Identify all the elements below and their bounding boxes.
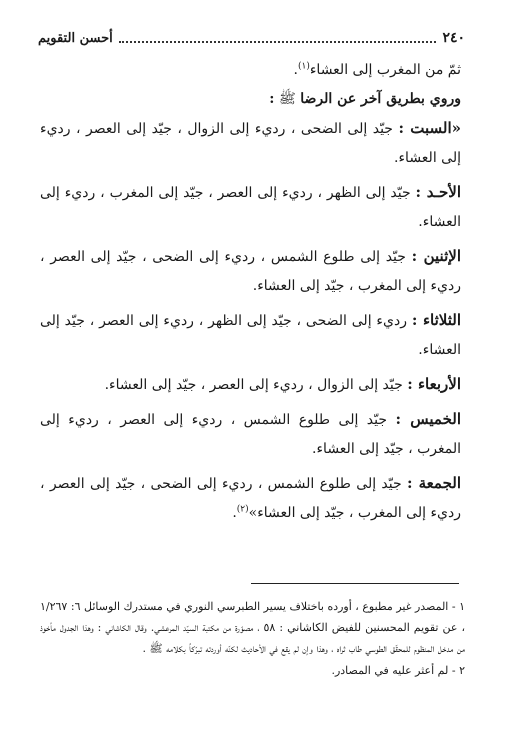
day-label: «السبت : xyxy=(398,119,462,137)
day-label: الخميس : xyxy=(395,410,461,428)
day-entry-saturday xyxy=(40,114,461,173)
day-text: جيّد إلى طلوع الشمس ، رديء إلى العصر ، رديء إلى المغرب ، جيّد إلى العشاء. xyxy=(40,412,461,457)
footnote-ref-1: (١) xyxy=(297,61,310,72)
footnote-ref-2: (٢) xyxy=(236,504,249,515)
day-text: جيّد إلى طلوع الشمس ، رديء إلى الضحى ، جيّد إلى العصر ، رديء إلى المغرب ، جيّد إلى العشاء. xyxy=(40,249,461,294)
day-label: الأربعاء : xyxy=(407,375,461,393)
footnote-2 xyxy=(40,660,465,681)
day-text: رديء إلى الضحى ، جيّد إلى الظهر ، رديء إلى العصر ، جيّد إلى العشاء. xyxy=(40,313,461,358)
header-dot-leader xyxy=(119,33,437,43)
day-label: الأحـد : xyxy=(415,183,461,201)
running-header xyxy=(38,28,465,48)
footnote-1 xyxy=(40,596,465,659)
day-entry-wednesday xyxy=(40,370,461,400)
footnotes xyxy=(40,596,465,682)
day-end: . xyxy=(232,505,237,521)
footnote-number: ١ - xyxy=(451,600,466,613)
page-number: ٢٤٠ xyxy=(442,30,465,46)
intro-line: ثمّ من المغرب إلى العشاء xyxy=(309,62,461,78)
day-entry-sunday xyxy=(40,178,461,237)
main-text xyxy=(40,56,461,533)
day-entry-friday xyxy=(40,469,461,528)
intro-end: . xyxy=(293,62,298,78)
footnote-separator xyxy=(251,583,459,584)
day-entry-thursday xyxy=(40,405,461,464)
intro-paragraph xyxy=(40,56,461,85)
day-label: الإثنين : xyxy=(411,247,461,265)
day-label: الجمعة : xyxy=(406,474,461,492)
footnote-text: لم أعثر عليه في المصادر. xyxy=(331,664,449,677)
footnote-number: ٢ - xyxy=(451,664,465,677)
narration-colon: : xyxy=(269,91,275,107)
day-text: جيّد إلى الضحى ، رديء إلى الزوال ، جيّد إلى العصر ، رديء إلى العشاء. xyxy=(40,121,461,166)
day-text: جيّد إلى طلوع الشمس ، رديء إلى الضحى ، جيّد إلى العصر ، رديء إلى المغرب ، جيّد إلى العشاء» xyxy=(40,476,461,521)
day-entry-tuesday xyxy=(40,306,461,365)
honorific-glyph: ﷺ xyxy=(278,91,296,107)
day-text: جيّد إلى الزوال ، رديء إلى العصر ، جيّد إلى العشاء. xyxy=(104,377,408,393)
footnote-text: المصدر غير مطبوع ، أورده باختلاف يسير الطبرسي النوري في مستدرك الوسائل ٦: ١/٢٦٧ ، عن تقويم المحسنين للفيض الكاشاني : ٥٨ ، مصوّرة من مكتبة السيّد المرعشي. وقال الكاشاني : وهذا الجدول مأخوذ من مدخل المنظوم للمحقّق الطوسي طاب ثراه ، وهذا وإن لم يقع في الأحاديث لكنّه أوردته تبرّكاً بكلامه ﷺ . xyxy=(40,600,465,655)
book-title: أحسن التقويم xyxy=(38,30,113,46)
day-entry-monday xyxy=(40,242,461,301)
narration-lead: وروي بطريق آخر عن الرضا xyxy=(300,91,461,107)
day-label: الثلاثاء : xyxy=(411,311,461,329)
day-text: جيّد إلى الظهر ، رديء إلى العصر ، جيّد إلى المغرب ، رديء إلى العشاء. xyxy=(40,185,461,230)
narration-paragraph xyxy=(40,85,461,114)
